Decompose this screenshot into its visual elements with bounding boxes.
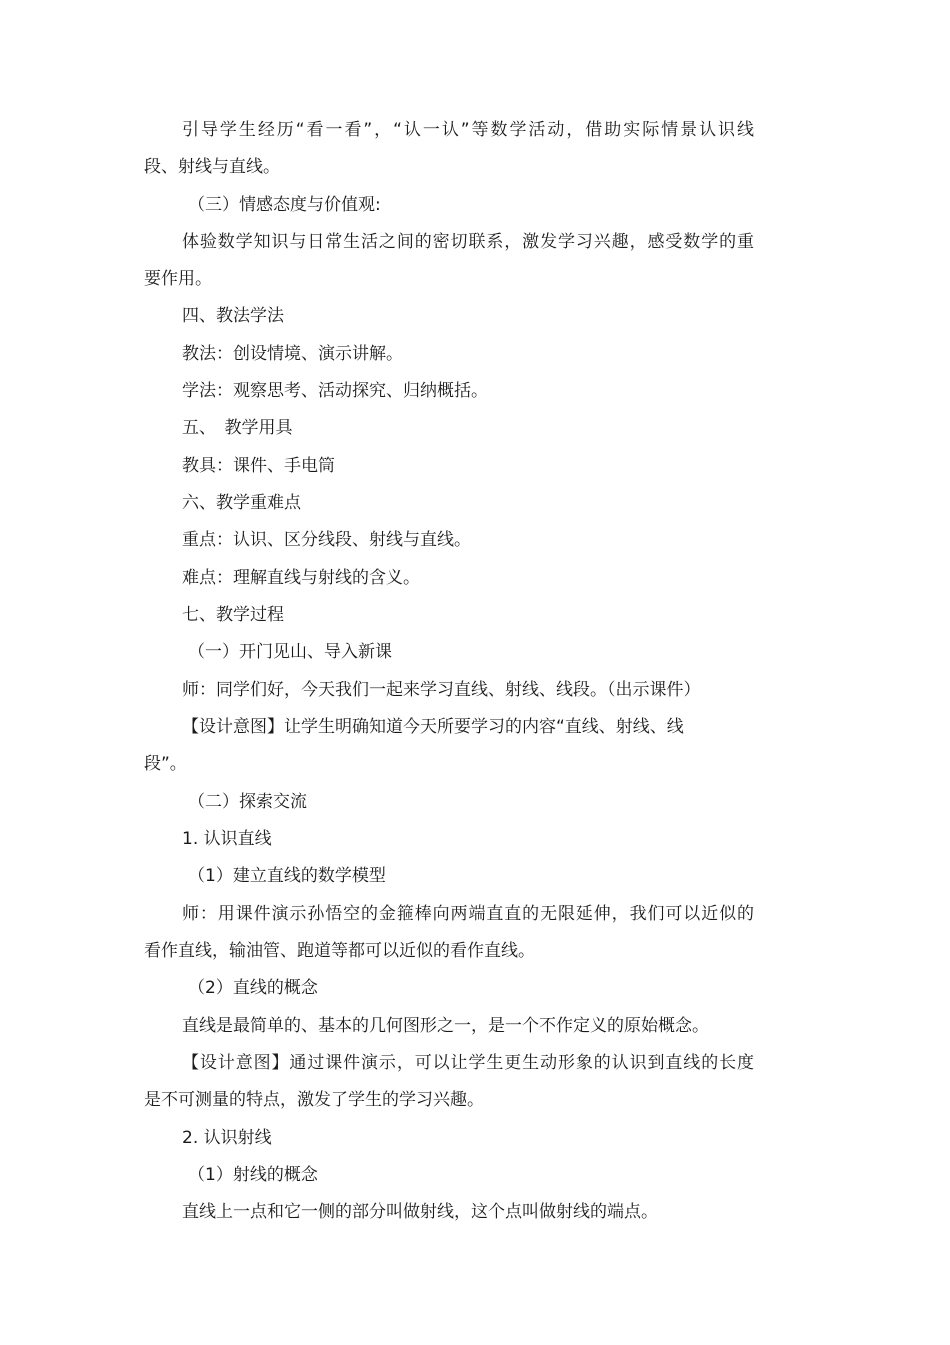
- subsection-heading: （二）探索交流: [188, 792, 307, 812]
- section-heading: 四、教法学法: [182, 306, 284, 326]
- paragraph-line: 要作用。: [144, 269, 212, 289]
- subsection-heading: （2）直线的概念: [188, 978, 318, 998]
- section-heading: （三）情感态度与价值观:: [188, 195, 381, 215]
- paragraph-line: 重点：认识、区分线段、射线与直线。: [182, 530, 471, 550]
- paragraph-line: 师：用课件演示孙悟空的金箍棒向两端直直的无限延伸，我们可以近似的: [182, 904, 754, 924]
- paragraph-line: 教法：创设情境、演示讲解。: [182, 344, 403, 364]
- paragraph-line: 看作直线，输油管、跑道等都可以近似的看作直线。: [144, 941, 535, 961]
- paragraph-line: 是不可测量的特点，激发了学生的学习兴趣。: [144, 1090, 484, 1110]
- subsection-heading: （1）建立直线的数学模型: [188, 866, 386, 886]
- paragraph-line: 体验数学知识与日常生活之间的密切联系，激发学习兴趣，感受数学的重: [182, 232, 754, 252]
- paragraph-line: 学法：观察思考、活动探究、归纳概括。: [182, 381, 488, 401]
- design-intent-line: 【设计意图】通过课件演示，可以让学生更生动形象的认识到直线的长度: [182, 1053, 754, 1073]
- numbered-heading: 2. 认识射线: [182, 1128, 272, 1148]
- numbered-heading: 1. 认识直线: [182, 829, 272, 849]
- design-intent-line: 【设计意图】让学生明确知道今天所要学习的内容“直线、射线、线: [182, 717, 684, 737]
- section-heading: 七、教学过程: [182, 605, 284, 625]
- paragraph-line: 段、射线与直线。: [144, 157, 280, 177]
- section-heading: 六、教学重难点: [182, 493, 301, 513]
- paragraph-line: 直线是最简单的、基本的几何图形之一，是一个不作定义的原始概念。: [182, 1016, 709, 1036]
- subsection-heading: （一）开门见山、导入新课: [188, 642, 392, 662]
- paragraph-line: 教具：课件、手电筒: [182, 456, 335, 476]
- paragraph-line: 难点：理解直线与射线的含义。: [182, 568, 420, 588]
- paragraph-line: 段”。: [144, 754, 187, 774]
- paragraph-line: 直线上一点和它一侧的部分叫做射线，这个点叫做射线的端点。: [182, 1202, 658, 1222]
- paragraph-line: 引导学生经历“看一看”，“认一认”等数学活动，借助实际情景认识线: [182, 120, 754, 140]
- section-heading: 五、 教学用具: [182, 418, 293, 438]
- paragraph-line: 师：同学们好，今天我们一起来学习直线、射线、线段。（出示课件）: [182, 680, 701, 700]
- subsection-heading: （1）射线的概念: [188, 1165, 318, 1185]
